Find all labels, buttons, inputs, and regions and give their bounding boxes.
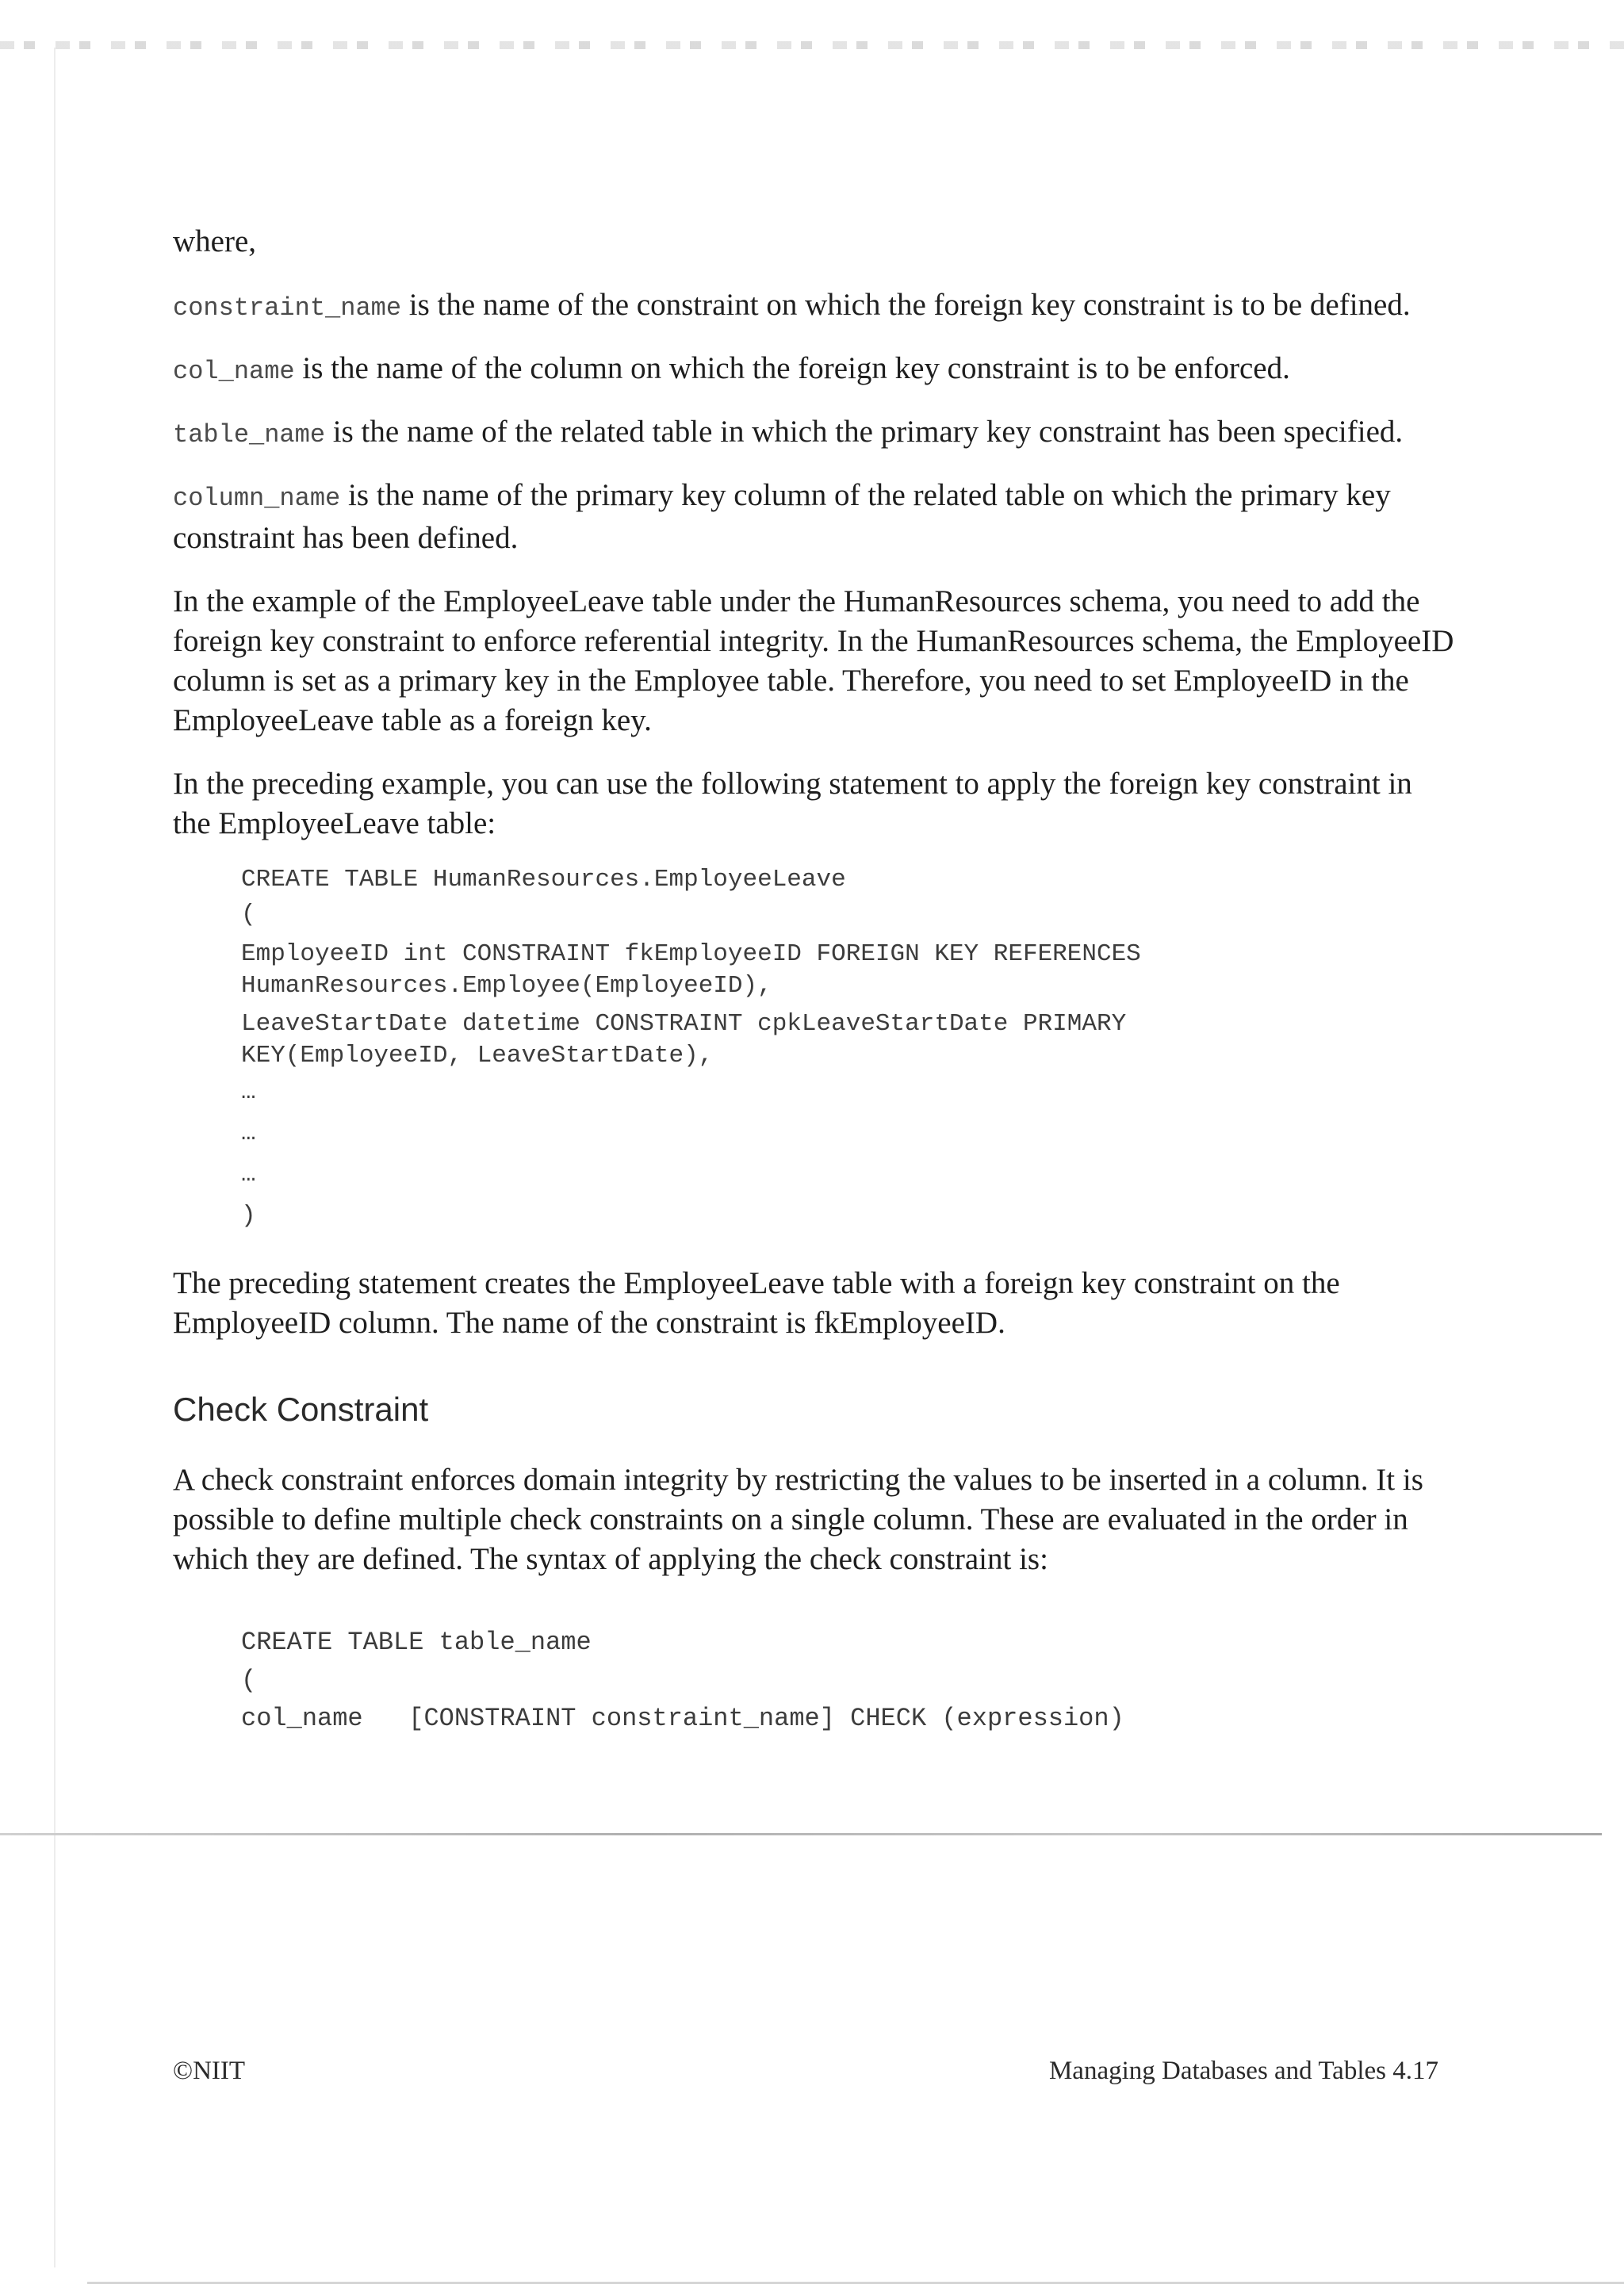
code-line: … [241,1119,256,1147]
scan-artifact-left [54,48,56,2267]
definition-table-name [173,412,1457,455]
definition-term: col_name [173,357,295,386]
code-line: EmployeeID int CONSTRAINT fkEmployeeID FOREIGN KEY REFERENCES [241,940,1141,968]
code-line: KEY(EmployeeID, LeaveStartDate), [241,1042,714,1070]
definition-constraint-name [173,285,1457,328]
scan-artifact-top [0,41,1624,49]
code-line: ( [241,901,256,928]
code-line: ( [241,1666,257,1695]
footer-page-label: Managing Databases and Tables 4.17 [1048,2057,1438,2085]
definition-column-name [173,476,1457,558]
code-line: HumanResources.Employee(EmployeeID), [241,972,772,1000]
code-block-foreign-key [173,863,1457,1237]
definition-text: is the name of the column on which the foreign key constraint is to be enforced. [294,351,1290,385]
code-line: ) [241,1202,256,1230]
definition-term: table_name [173,420,326,450]
intro-text: where, [173,224,257,258]
definition-term: column_name [173,484,341,513]
definition-text: is the name of the related table in which the primary key constraint has been specified. [325,415,1404,449]
scan-artifact-bottom [87,2282,1624,2284]
paragraph-statement-intro: In the preceding example, you can use the following statement to apply the foreign key constraint in the EmployeeLeave table: [173,767,1412,840]
code-line: col_name [CONSTRAINT constraint_name] CHECK (expression) [241,1704,1124,1733]
horizontal-rule [0,1833,1602,1835]
paragraph-example: In the example of the EmployeeLeave table under the HumanResources schema, you need to add the foreign key constraint to enforce referential integrity. In the HumanResources schema, the EmployeeID column is set as a primary key in the Employee table. Therefore, you need to set EmployeeID in the EmployeeLeave table as a foreign key. [173,584,1454,737]
definition-col-name [173,349,1457,392]
code-line: CREATE TABLE table_name [241,1628,592,1657]
definition-term: constraint_name [173,293,402,323]
definition-text: is the name of the primary key column of the related table on which the primary key constraint has been defined. [173,478,1391,555]
code-line: … [241,1161,256,1188]
section-heading: Check Constraint [173,1391,429,1428]
definition-text: is the name of the constraint on which the foreign key constraint is to be defined. [401,288,1411,322]
paragraph-check-constraint: A check constraint enforces domain integrity by restricting the values to be inserted in a column. It is possible to define multiple check constraints on a single column. These are evaluated in the order in which they are defined. The syntax of applying the check constraint is: [173,1463,1423,1576]
footer-copyright: ©NIIT [173,2057,246,2085]
code-block-check-constraint [173,1624,1457,1738]
code-line: … [241,1078,256,1106]
page-content [173,222,1457,1738]
paragraph-statement-result: The preceding statement creates the EmployeeLeave table with a foreign key constraint on the EmployeeID column. The name of the constraint is fkEmployeeID. [173,1266,1340,1340]
code-line: LeaveStartDate datetime CONSTRAINT cpkLeaveStartDate PRIMARY [241,1010,1127,1038]
code-line: CREATE TABLE HumanResources.EmployeeLeave [241,866,846,894]
